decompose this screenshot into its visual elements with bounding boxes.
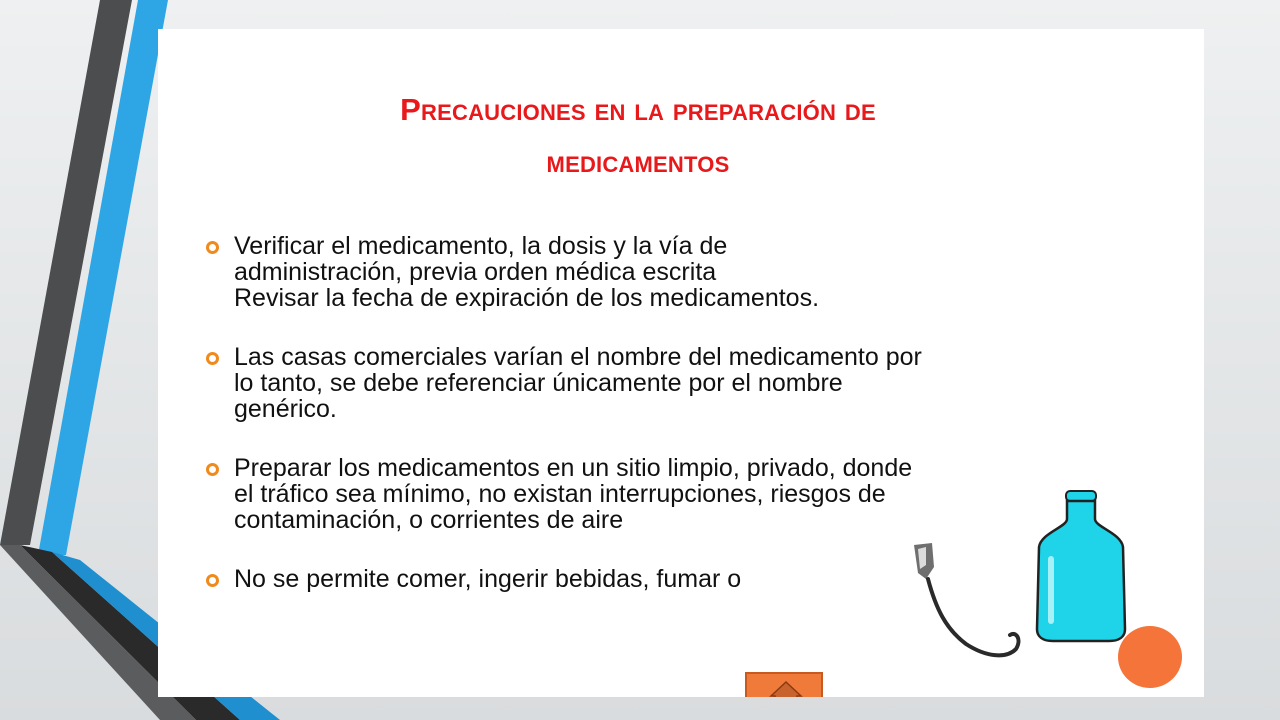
bullet-text: Verificar el medicamento, la dosis y la vía de administración, previa orden médica escrita Revisar la fecha de expiración de los medicamentos.	[234, 232, 820, 312]
home-icon	[769, 680, 803, 697]
bullet-item	[206, 455, 1146, 533]
title-line-1: Precauciones en la preparación de	[400, 92, 876, 127]
home-button[interactable]	[745, 672, 823, 697]
orange-decoration-circle	[1118, 626, 1182, 688]
bullet-item	[206, 344, 1146, 422]
bullet-text: Las casas comerciales varían el nombre del medicamento por lo tanto, se debe referenciar únicamente por el nombre genérico.	[234, 343, 922, 423]
orange-ring-bullet-icon	[206, 463, 219, 476]
bullet-item	[206, 233, 1146, 311]
orange-ring-bullet-icon	[206, 574, 219, 587]
iv-tube-icon	[906, 539, 1026, 669]
title-line-2: medicamentos	[546, 144, 730, 179]
bullet-text: No se permite comer, ingerir bebidas, fumar o	[234, 565, 742, 593]
orange-ring-bullet-icon	[206, 352, 219, 365]
bullet-text: Preparar los medicamentos en un sitio limpio, privado, donde el tráfico sea mínimo, no existan interrupciones, riesgos de contaminación, o corrientes de aire	[234, 454, 913, 534]
slide-content	[158, 29, 1204, 697]
orange-ring-bullet-icon	[206, 241, 219, 254]
medicine-bottle-icon	[1033, 489, 1128, 644]
slide-title	[158, 84, 1118, 188]
